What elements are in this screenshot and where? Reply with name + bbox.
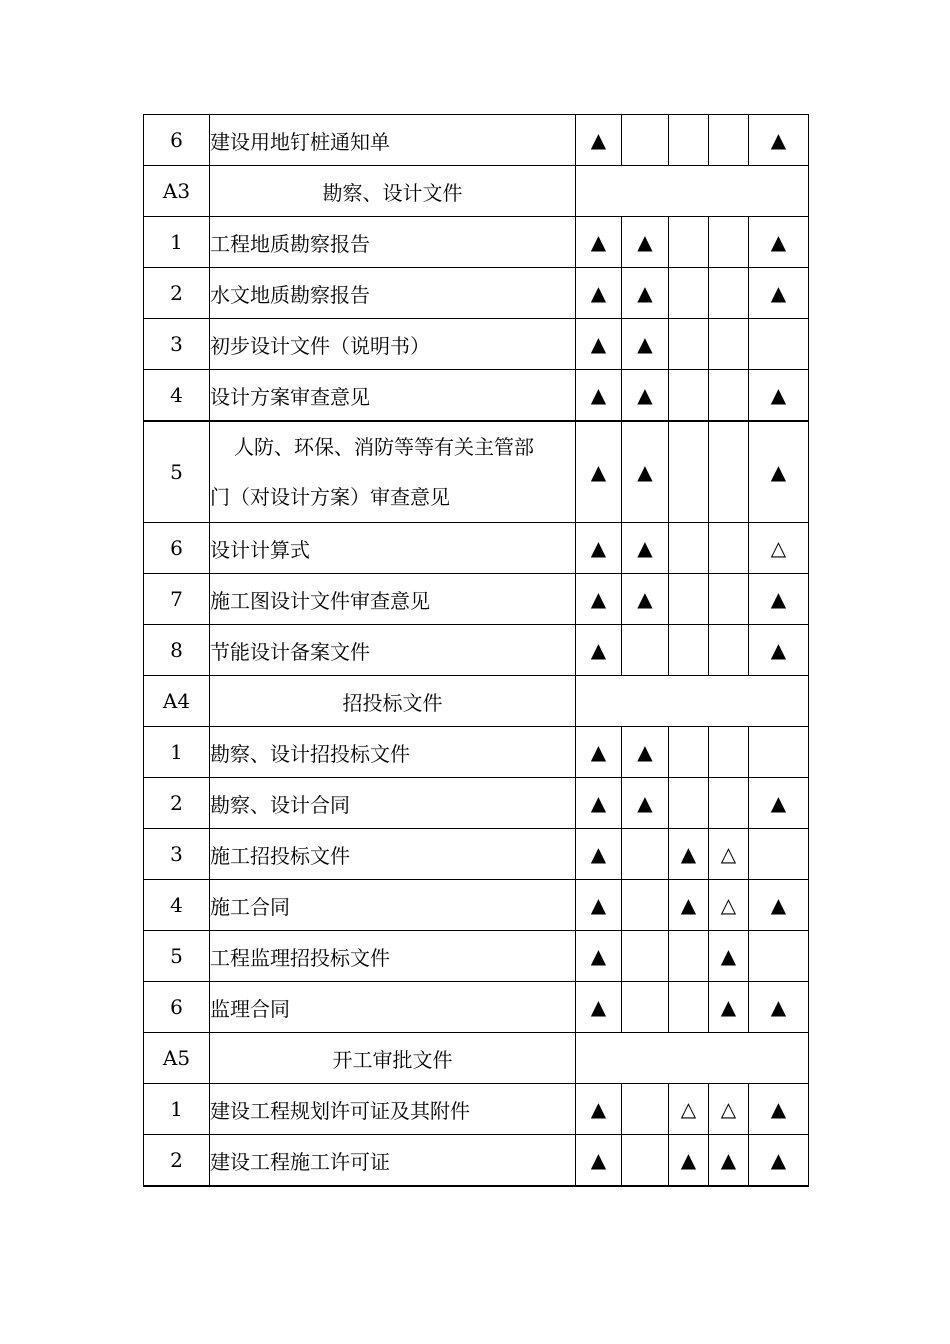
section-empty-cell (576, 676, 809, 727)
section-title: 开工审批文件 (210, 1033, 576, 1084)
table-row (144, 1084, 809, 1135)
mark-cell: △ (709, 880, 749, 931)
section-empty-cell (576, 1033, 809, 1084)
mark-cell (709, 574, 749, 625)
mark-cell: ▲ (622, 574, 669, 625)
row-name: 初步设计文件（说明书） (210, 319, 576, 370)
mark-cell: △ (709, 829, 749, 880)
mark-cell: ▲ (749, 778, 809, 829)
table-row (144, 574, 809, 625)
mark-cell (709, 217, 749, 268)
mark-cell (622, 931, 669, 982)
mark-cell: ▲ (576, 1135, 622, 1187)
mark-cell: ▲ (749, 574, 809, 625)
mark-cell: ▲ (576, 829, 622, 880)
row-name: 水文地质勘察报告 (210, 268, 576, 319)
row-name: 设计计算式 (210, 523, 576, 574)
mark-cell: ▲ (669, 1135, 709, 1187)
mark-cell: ▲ (576, 268, 622, 319)
mark-cell (709, 115, 749, 166)
section-row (144, 676, 809, 727)
mark-cell (709, 727, 749, 778)
mark-cell: ▲ (576, 319, 622, 370)
mark-cell: ▲ (709, 1135, 749, 1187)
table-row (144, 727, 809, 778)
mark-cell: ▲ (749, 982, 809, 1033)
row-name: 监理合同 (210, 982, 576, 1033)
row-name: 设计方案审查意见 (210, 370, 576, 422)
mark-cell (669, 370, 709, 422)
table-row (144, 319, 809, 370)
row-name: 建设工程施工许可证 (210, 1135, 576, 1187)
row-number: 8 (144, 625, 210, 676)
mark-cell (622, 829, 669, 880)
mark-cell (709, 421, 749, 523)
mark-cell: ▲ (669, 829, 709, 880)
row-number: 2 (144, 778, 210, 829)
mark-cell (669, 778, 709, 829)
table-row (144, 268, 809, 319)
row-number: 3 (144, 829, 210, 880)
mark-cell: ▲ (749, 268, 809, 319)
mark-cell: ▲ (749, 421, 809, 523)
row-number: 2 (144, 268, 210, 319)
table-row (144, 115, 809, 166)
mark-cell (669, 217, 709, 268)
table-row (144, 625, 809, 676)
mark-cell (709, 523, 749, 574)
row-number: 1 (144, 727, 210, 778)
row-number: 4 (144, 880, 210, 931)
row-name: 建设工程规划许可证及其附件 (210, 1084, 576, 1135)
row-number: 6 (144, 982, 210, 1033)
table-row (144, 778, 809, 829)
mark-cell: ▲ (576, 982, 622, 1033)
row-name: 节能设计备案文件 (210, 625, 576, 676)
mark-cell: ▲ (749, 115, 809, 166)
mark-cell (709, 370, 749, 422)
mark-cell: ▲ (576, 523, 622, 574)
mark-cell (749, 727, 809, 778)
mark-cell (622, 1135, 669, 1187)
row-number: 5 (144, 421, 210, 523)
mark-cell (669, 421, 709, 523)
mark-cell (669, 523, 709, 574)
mark-cell: ▲ (622, 523, 669, 574)
section-code: A5 (144, 1033, 210, 1084)
mark-cell: ▲ (576, 370, 622, 422)
row-number: 5 (144, 931, 210, 982)
mark-cell (622, 982, 669, 1033)
mark-cell (709, 268, 749, 319)
mark-cell (709, 625, 749, 676)
mark-cell (669, 625, 709, 676)
mark-cell: ▲ (576, 115, 622, 166)
row-number: 4 (144, 370, 210, 422)
mark-cell: ▲ (622, 319, 669, 370)
section-row (144, 1033, 809, 1084)
row-name: 勘察、设计招投标文件 (210, 727, 576, 778)
mark-cell: ▲ (749, 625, 809, 676)
mark-cell: △ (749, 523, 809, 574)
row-number: 7 (144, 574, 210, 625)
mark-cell: △ (669, 1084, 709, 1135)
mark-cell: ▲ (622, 217, 669, 268)
section-title: 勘察、设计文件 (210, 166, 576, 217)
mark-cell (669, 319, 709, 370)
row-name-line-1: 人防、环保、消防等等有关主管部 (234, 435, 534, 459)
mark-cell (669, 574, 709, 625)
mark-cell (749, 319, 809, 370)
mark-cell (669, 982, 709, 1033)
mark-cell: ▲ (622, 727, 669, 778)
mark-cell (669, 727, 709, 778)
section-code: A4 (144, 676, 210, 727)
row-number: 6 (144, 523, 210, 574)
table-row (144, 523, 809, 574)
mark-cell: ▲ (749, 1135, 809, 1187)
archive-file-table (143, 114, 809, 1187)
mark-cell: ▲ (749, 217, 809, 268)
mark-cell: △ (709, 1084, 749, 1135)
mark-cell: ▲ (576, 931, 622, 982)
mark-cell: ▲ (622, 421, 669, 523)
mark-cell: ▲ (749, 1084, 809, 1135)
mark-cell: ▲ (576, 421, 622, 523)
mark-cell: ▲ (576, 880, 622, 931)
row-name: 工程监理招投标文件 (210, 931, 576, 982)
table-row (144, 370, 809, 422)
mark-cell: ▲ (576, 727, 622, 778)
mark-cell: ▲ (576, 217, 622, 268)
mark-cell: ▲ (709, 982, 749, 1033)
table-row (144, 1135, 809, 1187)
table-row (144, 421, 809, 523)
table-row (144, 217, 809, 268)
table-row (144, 931, 809, 982)
table-row (144, 982, 809, 1033)
mark-cell: ▲ (622, 778, 669, 829)
section-empty-cell (576, 166, 809, 217)
row-name: 施工合同 (210, 880, 576, 931)
mark-cell (709, 319, 749, 370)
row-number: 2 (144, 1135, 210, 1187)
mark-cell: ▲ (576, 778, 622, 829)
row-name: 工程地质勘察报告 (210, 217, 576, 268)
mark-cell: ▲ (622, 268, 669, 319)
section-row (144, 166, 809, 217)
mark-cell: ▲ (576, 1084, 622, 1135)
mark-cell (749, 931, 809, 982)
mark-cell: ▲ (709, 931, 749, 982)
table-row (144, 880, 809, 931)
mark-cell (669, 268, 709, 319)
row-name: 施工招投标文件 (210, 829, 576, 880)
mark-cell: ▲ (576, 574, 622, 625)
mark-cell: ▲ (622, 370, 669, 422)
row-name: 建设用地钉桩通知单 (210, 115, 576, 166)
mark-cell (622, 880, 669, 931)
mark-cell (749, 829, 809, 880)
section-code: A3 (144, 166, 210, 217)
row-number: 1 (144, 217, 210, 268)
row-name (210, 421, 576, 523)
row-name: 勘察、设计合同 (210, 778, 576, 829)
mark-cell (709, 778, 749, 829)
mark-cell: ▲ (669, 880, 709, 931)
row-number: 3 (144, 319, 210, 370)
mark-cell (622, 115, 669, 166)
mark-cell: ▲ (749, 370, 809, 422)
row-number: 6 (144, 115, 210, 166)
mark-cell: ▲ (576, 625, 622, 676)
table-row (144, 829, 809, 880)
row-number: 1 (144, 1084, 210, 1135)
row-name-line-2: 门（对设计方案）审查意见 (210, 485, 450, 509)
section-title: 招投标文件 (210, 676, 576, 727)
mark-cell: ▲ (749, 880, 809, 931)
mark-cell (622, 1084, 669, 1135)
mark-cell (669, 115, 709, 166)
mark-cell (622, 625, 669, 676)
mark-cell (669, 931, 709, 982)
row-name: 施工图设计文件审查意见 (210, 574, 576, 625)
